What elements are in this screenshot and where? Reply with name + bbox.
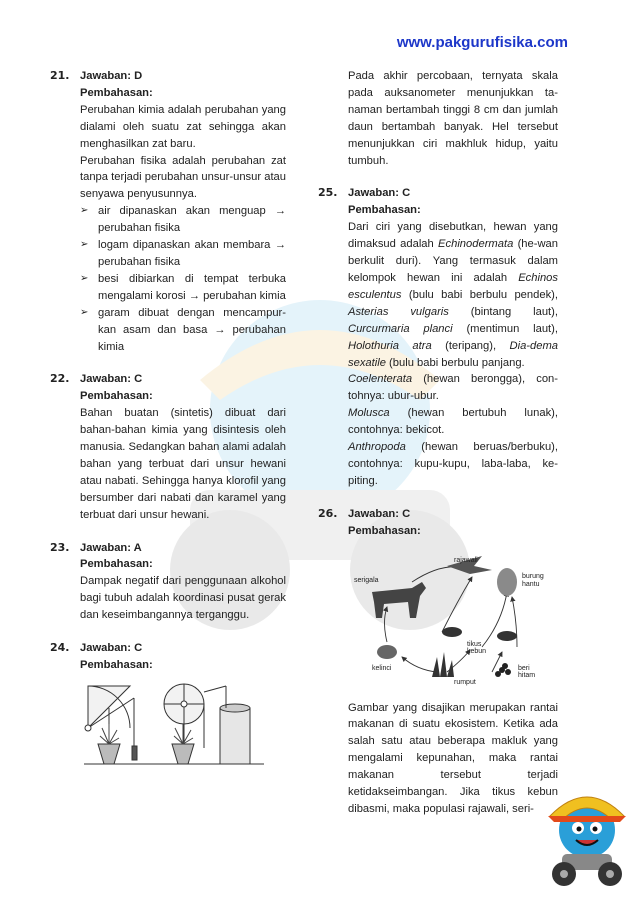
paragraph: Bahan buatan (sintetis) dibuat dari bahan-bahan kimia yang disintesis oleh manusia. Sedangkan bahan alami adalah bahan yang terbuat dari unsur hewani atau nabati. Sehingga hanya klorofil yang bersumber dari nabati dan karamel yang terbuat dari unsur hewani. bbox=[80, 407, 286, 521]
term-echinos: Echinos esculentus bbox=[348, 271, 558, 301]
label-hitam: hitam bbox=[518, 671, 536, 679]
label-burung: burung bbox=[522, 572, 544, 580]
rabbit-icon bbox=[377, 645, 397, 659]
question-21 bbox=[50, 68, 286, 355]
label-tikus: tikus bbox=[467, 640, 482, 648]
question-number: 25. bbox=[318, 186, 338, 200]
label-hantu: hantu bbox=[522, 580, 540, 588]
question-number: 22. bbox=[50, 372, 70, 386]
term-curcurmaria: Curcurmaria planci bbox=[348, 322, 453, 335]
answer: Jawaban: C bbox=[80, 373, 143, 386]
bullet-list bbox=[80, 203, 286, 355]
question-24-continued bbox=[318, 68, 558, 169]
question-26 bbox=[318, 506, 558, 818]
bullet-item: ➢ logam dipanaskan akan membara → perubahan fisika bbox=[80, 237, 286, 271]
mascot-logo bbox=[542, 782, 632, 892]
question-number: 21. bbox=[50, 69, 70, 82]
bullet-item: ➢ besi dibiarkan di tempat terbuka mengalami korosi → perubahan kimia bbox=[80, 271, 286, 305]
right-column bbox=[318, 68, 558, 818]
label-beri: beri bbox=[518, 664, 530, 672]
answer: Jawaban: A bbox=[80, 541, 142, 554]
grass-icon bbox=[432, 652, 454, 677]
food-web-diagram bbox=[342, 552, 562, 692]
answer: Jawaban: D bbox=[80, 70, 143, 82]
paragraph: Molusca (hewan bertubuh lunak), contohnya: bekicot. bbox=[348, 407, 559, 437]
term-asterias: Asterias vulgaris bbox=[348, 305, 449, 318]
wolf-icon bbox=[372, 582, 426, 618]
term-anthropoda: Anthropoda bbox=[348, 441, 406, 454]
label-kebun: kebun bbox=[467, 647, 487, 655]
bullet-item: ➢ garam dibuat dengan mencampur-kan asam dan basa → perubahan kimia bbox=[80, 305, 286, 356]
question-number: 23. bbox=[50, 540, 70, 554]
question-25 bbox=[318, 185, 558, 489]
paragraph: Dari ciri yang disebutkan, hewan yang dimaksud adalah Echinodermata (he-wan berkulit duri). Yang termasuk dalam kelompok hewan ini adalah Echinos esculentus (bulu babi berbulu pendek), Asterias vulgaris (bintang laut), Curcurmaria planci (mentimun laut), Holothuria atra (teripang), Dia-dema sexatile (bulu babi berbulu panjang. bbox=[348, 221, 559, 369]
explanation-label: Pembahasan: bbox=[348, 524, 421, 537]
explanation-label: Pembahasan: bbox=[348, 204, 421, 217]
explanation-label: Pembahasan: bbox=[80, 390, 153, 403]
term-holothuria: Holothuria atra bbox=[348, 339, 432, 352]
paragraph: Pada akhir percobaan, ternyata skala pada auksanometer menunjukkan ta-naman bertambah tinggi 8 cm dan jumlah daun bertambah banyak. Hel tersebut menunjukkan ciri makhluk hidup, yaitu tumbuh. bbox=[348, 70, 558, 167]
question-24 bbox=[50, 640, 286, 768]
label-serigala: serigala bbox=[354, 576, 379, 584]
term-molusca: Molusca bbox=[348, 407, 390, 420]
paragraph: Coelenterata (hewan berongga), con-tohnya: ubur-ubur. bbox=[348, 373, 558, 403]
explanation-label: Pembahasan: bbox=[80, 558, 153, 571]
question-23 bbox=[50, 540, 286, 625]
bullet-item: ➢ air dipanaskan akan menguap → perubahan fisika bbox=[80, 203, 286, 237]
label-rumput: rumput bbox=[454, 678, 476, 686]
paragraph: Gambar yang disajikan merupakan rantai makanan di suatu ekosistem. Ketika ada salah satu atau beberapa makluk yang mengalami kepunahan, maka rantai makanan tersebut terjadi ketidakseimbangan. Jika tikus kebun dibasmi, maka populasi rajawali, seri- bbox=[348, 701, 558, 815]
rat-icon bbox=[442, 627, 462, 637]
answer: Jawaban: C bbox=[348, 187, 411, 200]
label-rajawali: rajawali bbox=[454, 556, 478, 564]
auksanometer-illustration bbox=[74, 678, 274, 768]
site-url[interactable]: www.pakgurufisika.com bbox=[396, 34, 568, 51]
owl-icon bbox=[497, 568, 517, 596]
term-echinodermata: Echinodermata bbox=[438, 238, 514, 251]
explanation-label: Pembahasan: bbox=[80, 86, 153, 99]
answer: Jawaban: C bbox=[80, 642, 143, 655]
answer: Jawaban: C bbox=[348, 507, 411, 520]
label-kelinci: kelinci bbox=[372, 664, 392, 672]
paragraph: Anthropoda (hewan beruas/berbuku), contohnya: kupu-kupu, laba-laba, ke-piting. bbox=[348, 441, 558, 487]
paragraph: Perubahan kimia adalah perubahan yang dialami oleh suatu zat sehingga akan menghasilkan zat baru. bbox=[80, 103, 286, 150]
term-coelenterata: Coelenterata bbox=[348, 373, 413, 386]
term-diadema: Dia-dema sexatile bbox=[348, 339, 558, 369]
explanation-label: Pembahasan: bbox=[80, 659, 153, 671]
rat-icon bbox=[497, 631, 517, 641]
paragraph: Perubahan fisika adalah perubahan zat tanpa terjadi perubahan unsur-unsur atau senyawa penyusunnya. bbox=[80, 154, 286, 201]
question-22 bbox=[50, 371, 286, 523]
question-number: 24. bbox=[50, 641, 70, 655]
berries-icon bbox=[495, 663, 511, 677]
question-number: 26. bbox=[318, 506, 338, 520]
left-column bbox=[50, 68, 286, 768]
paragraph: Dampak negatif dari penggunaan alkohol bagi tubuh adalah koordinasi pusat gerak dan keseimbangannya terganggu. bbox=[80, 575, 286, 622]
